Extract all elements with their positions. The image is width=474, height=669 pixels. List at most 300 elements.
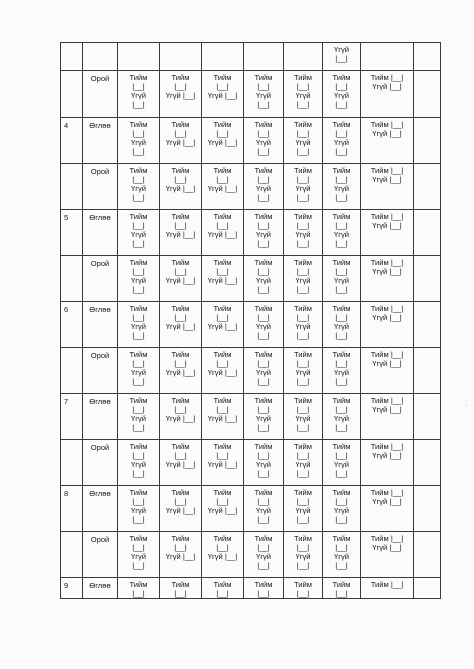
yes-no-checkbox-cell[interactable] (284, 486, 323, 532)
empty-cell (414, 486, 441, 532)
option-text: Тийм (293, 258, 312, 267)
yes-no-checkbox-cell[interactable] (284, 256, 323, 302)
empty-cell (414, 440, 441, 486)
option-text: |__| (132, 267, 145, 276)
day-number-cell: 4 (61, 118, 83, 164)
summary-option-text: Тийм |__| (370, 120, 404, 129)
yes-no-checkbox-cell[interactable] (244, 302, 284, 348)
summary-checkbox-cell[interactable] (361, 440, 414, 486)
option-text: Үгүй (295, 184, 311, 193)
option-text: Үгүй |__| (165, 322, 196, 331)
option-text: Тийм (171, 396, 190, 405)
yes-no-checkbox-cell[interactable] (284, 578, 323, 599)
day-number-cell (61, 440, 83, 486)
yes-no-checkbox-cell[interactable] (323, 43, 361, 71)
yes-no-checkbox-cell[interactable] (202, 43, 244, 71)
option-text: Тийм (171, 166, 190, 175)
option-text: |__| (296, 267, 310, 276)
option-text: Тийм (171, 580, 190, 589)
summary-checkbox-cell[interactable] (361, 71, 414, 118)
period-cell: Орой (83, 256, 118, 302)
yes-no-checkbox-cell[interactable] (284, 71, 323, 118)
option-text: |__| (335, 589, 348, 598)
option-text: |__| (335, 267, 348, 276)
yes-no-checkbox-cell[interactable] (244, 71, 284, 118)
option-text: Үгүй (130, 322, 147, 331)
yes-no-checkbox-cell[interactable] (202, 486, 244, 532)
table-row (61, 43, 441, 71)
option-text: Тийм (332, 534, 351, 543)
yes-no-checkbox-cell[interactable] (284, 440, 323, 486)
summary-option-text: Тийм |__| (370, 304, 404, 313)
summary-option-text: Тийм |__| (370, 396, 404, 405)
option-text: |__| (132, 221, 145, 230)
option-text: Тийм (129, 304, 148, 313)
empty-cell (414, 43, 441, 71)
option-text: |__| (174, 129, 187, 138)
yes-no-checkbox-cell[interactable] (244, 210, 284, 256)
day-number-cell (61, 256, 83, 302)
yes-no-checkbox-cell[interactable] (323, 256, 361, 302)
option-text: |__| (296, 82, 310, 91)
option-text: |__| (257, 313, 270, 322)
option-text: Тийм (213, 442, 232, 451)
yes-no-checkbox-cell[interactable] (284, 302, 323, 348)
day-number-cell: 8 (61, 486, 83, 532)
option-text: Тийм (213, 396, 232, 405)
summary-option-text: Тийм |__| (370, 73, 404, 82)
option-text: |__| (335, 221, 348, 230)
option-text: Тийм (213, 73, 232, 82)
yes-no-checkbox-cell[interactable] (160, 486, 202, 532)
yes-no-checkbox-cell[interactable] (160, 440, 202, 486)
option-text: |__| (132, 100, 145, 109)
option-text: Үгүй (255, 230, 272, 239)
option-text: Тийм (293, 350, 312, 359)
empty-cell (414, 348, 441, 394)
summary-option-text: Тийм |__| (370, 258, 404, 267)
option-text: Тийм (254, 350, 273, 359)
period-cell: Өглөө (83, 210, 118, 256)
summary-checkbox-cell[interactable] (361, 578, 414, 599)
option-text: |__| (335, 359, 348, 368)
yes-no-checkbox-cell[interactable] (244, 486, 284, 532)
yes-no-checkbox-cell[interactable] (244, 118, 284, 164)
yes-no-checkbox-cell[interactable] (160, 532, 202, 578)
option-text: |__| (257, 423, 270, 432)
empty-cell (414, 578, 441, 599)
summary-option-text: Тийм |__| (370, 350, 404, 359)
day-number-cell: 6 (61, 302, 83, 348)
summary-option-text: Үгүй |__| (372, 359, 402, 368)
option-text: |__| (132, 377, 145, 386)
yes-no-checkbox-cell[interactable] (323, 71, 361, 118)
yes-no-checkbox-cell[interactable] (323, 532, 361, 578)
option-text: Үгүй |__| (165, 276, 196, 285)
option-text: |__| (335, 285, 348, 294)
yes-no-checkbox-cell[interactable] (202, 164, 244, 210)
option-text: |__| (257, 515, 270, 524)
yes-no-checkbox-cell[interactable] (202, 532, 244, 578)
option-text: Үгүй (255, 506, 272, 515)
yes-no-checkbox-cell[interactable] (202, 302, 244, 348)
option-text: Тийм (293, 534, 312, 543)
option-text: |__| (296, 589, 310, 598)
option-text: Тийм (213, 258, 232, 267)
option-text: |__| (296, 239, 310, 248)
yes-no-checkbox-cell[interactable] (284, 348, 323, 394)
option-text: Үгүй (130, 276, 147, 285)
yes-no-checkbox-cell[interactable] (118, 302, 160, 348)
option-text: |__| (132, 239, 145, 248)
period-cell: Өглөө (83, 394, 118, 440)
option-text: |__| (257, 469, 270, 478)
option-text: Тийм (171, 534, 190, 543)
option-text: |__| (335, 100, 348, 109)
option-text: Тийм (129, 73, 148, 82)
option-text: |__| (296, 129, 310, 138)
summary-checkbox-cell[interactable] (361, 210, 414, 256)
yes-no-checkbox-cell[interactable] (160, 118, 202, 164)
option-text: Үгүй (295, 506, 311, 515)
summary-option-text: Тийм |__| (370, 534, 404, 543)
yes-no-checkbox-cell[interactable] (244, 532, 284, 578)
option-text: Үгүй |__| (207, 230, 238, 239)
option-text: Тийм (129, 166, 148, 175)
option-text: |__| (257, 221, 270, 230)
empty-cell (414, 71, 441, 118)
yes-no-checkbox-cell[interactable] (118, 71, 160, 118)
option-text: |__| (132, 285, 145, 294)
option-text: Тийм (293, 304, 312, 313)
option-text: Үгүй (255, 276, 272, 285)
yes-no-checkbox-cell[interactable] (323, 440, 361, 486)
summary-checkbox-cell[interactable] (361, 532, 414, 578)
yes-no-checkbox-cell[interactable] (323, 302, 361, 348)
table-row (61, 532, 441, 578)
option-text: Үгүй (295, 368, 311, 377)
option-text: |__| (216, 313, 229, 322)
table-row (61, 210, 441, 256)
option-text: |__| (216, 359, 229, 368)
option-text: |__| (257, 100, 270, 109)
option-text: Тийм (254, 120, 273, 129)
yes-no-checkbox-cell[interactable] (323, 578, 361, 599)
yes-no-checkbox-cell[interactable] (284, 394, 323, 440)
yes-no-checkbox-cell[interactable] (160, 302, 202, 348)
option-text: |__| (132, 589, 145, 598)
option-text: Үгүй (295, 138, 311, 147)
option-text: |__| (296, 561, 310, 570)
option-text: |__| (257, 451, 270, 460)
option-text: |__| (216, 175, 229, 184)
summary-checkbox-cell[interactable] (361, 302, 414, 348)
yes-no-checkbox-cell[interactable] (323, 348, 361, 394)
empty-cell (414, 118, 441, 164)
yes-no-checkbox-cell[interactable] (118, 440, 160, 486)
option-text: |__| (257, 497, 270, 506)
option-text: Үгүй |__| (165, 506, 196, 515)
option-text: |__| (296, 313, 310, 322)
option-text: |__| (174, 267, 187, 276)
period-cell: Өглөө (83, 486, 118, 532)
option-text: |__| (174, 359, 187, 368)
option-text: Үгүй |__| (165, 414, 196, 423)
option-text: Үгүй (130, 460, 147, 469)
yes-no-checkbox-cell[interactable] (118, 578, 160, 599)
summary-checkbox-cell[interactable] (361, 118, 414, 164)
summary-option-text: Тийм |__| (370, 212, 404, 221)
yes-no-checkbox-cell[interactable] (323, 118, 361, 164)
option-text: |__| (335, 377, 348, 386)
option-text: Тийм (129, 212, 148, 221)
checklist-table (60, 42, 441, 599)
option-text: |__| (216, 451, 229, 460)
option-text: Тийм (332, 304, 351, 313)
table-row (61, 348, 441, 394)
option-text: |__| (335, 239, 348, 248)
yes-no-checkbox-cell[interactable] (160, 256, 202, 302)
yes-no-checkbox-cell[interactable] (284, 532, 323, 578)
yes-no-checkbox-cell[interactable] (244, 348, 284, 394)
option-text: Тийм (332, 212, 351, 221)
table-row (61, 486, 441, 532)
yes-no-checkbox-cell[interactable] (160, 578, 202, 599)
option-text: Тийм (171, 212, 190, 221)
option-text: |__| (296, 469, 310, 478)
option-text: Үгүй (333, 230, 350, 239)
summary-option-text: Үгүй |__| (372, 175, 402, 184)
summary-option-text: Тийм |__| (370, 166, 404, 175)
option-text: Тийм (129, 120, 148, 129)
option-text: |__| (296, 423, 310, 432)
yes-no-checkbox-cell[interactable] (244, 578, 284, 599)
option-text: Үгүй (333, 45, 350, 54)
yes-no-checkbox-cell[interactable] (118, 210, 160, 256)
option-text: Тийм (171, 350, 190, 359)
option-text: |__| (335, 129, 348, 138)
option-text: |__| (335, 451, 348, 460)
yes-no-checkbox-cell[interactable] (118, 394, 160, 440)
option-text: Үгүй (255, 552, 272, 561)
summary-option-text: Үгүй |__| (372, 543, 402, 552)
yes-no-checkbox-cell[interactable] (202, 210, 244, 256)
option-text: Тийм (293, 580, 312, 589)
yes-no-checkbox-cell[interactable] (118, 43, 160, 71)
option-text: |__| (335, 497, 348, 506)
summary-checkbox-cell[interactable] (361, 43, 414, 71)
option-text: Үгүй |__| (165, 368, 196, 377)
option-text: |__| (132, 405, 145, 414)
table-row (61, 256, 441, 302)
option-text: Үгүй (130, 230, 147, 239)
period-cell: Өглөө (83, 302, 118, 348)
yes-no-checkbox-cell[interactable] (284, 43, 323, 71)
option-text: Тийм (332, 258, 351, 267)
yes-no-checkbox-cell[interactable] (118, 348, 160, 394)
option-text: Үгүй (295, 552, 311, 561)
option-text: |__| (132, 561, 145, 570)
option-text: |__| (132, 423, 145, 432)
option-text: Үгүй (130, 368, 147, 377)
summary-option-text: Үгүй |__| (372, 313, 402, 322)
option-text: Үгүй |__| (207, 184, 238, 193)
option-text: |__| (257, 147, 270, 156)
option-text: |__| (216, 543, 229, 552)
option-text: Тийм (293, 488, 312, 497)
option-text: |__| (132, 543, 145, 552)
yes-no-checkbox-cell[interactable] (160, 43, 202, 71)
yes-no-checkbox-cell[interactable] (323, 164, 361, 210)
option-text: |__| (174, 405, 187, 414)
option-text: Тийм (171, 73, 190, 82)
option-text: |__| (335, 147, 348, 156)
option-text: |__| (335, 405, 348, 414)
day-number-cell (61, 164, 83, 210)
yes-no-checkbox-cell[interactable] (323, 486, 361, 532)
summary-checkbox-cell[interactable] (361, 164, 414, 210)
summary-option-text: Үгүй |__| (372, 267, 402, 276)
option-text: |__| (296, 147, 310, 156)
summary-option-text: Үгүй |__| (372, 497, 402, 506)
option-text: Тийм (171, 442, 190, 451)
option-text: Үгүй (333, 414, 350, 423)
yes-no-checkbox-cell[interactable] (284, 118, 323, 164)
option-text: |__| (257, 82, 270, 91)
option-text: |__| (257, 239, 270, 248)
option-text: |__| (296, 359, 310, 368)
option-text: |__| (257, 377, 270, 386)
option-text: Үгүй (333, 506, 350, 515)
table-row (61, 164, 441, 210)
table-row (61, 440, 441, 486)
yes-no-checkbox-cell[interactable] (160, 394, 202, 440)
option-text: |__| (296, 331, 310, 340)
yes-no-checkbox-cell[interactable] (202, 71, 244, 118)
yes-no-checkbox-cell[interactable] (118, 256, 160, 302)
summary-option-text: Үгүй |__| (372, 221, 402, 230)
option-text: |__| (257, 175, 270, 184)
yes-no-checkbox-cell[interactable] (160, 164, 202, 210)
yes-no-checkbox-cell[interactable] (118, 118, 160, 164)
day-number-cell (61, 43, 83, 71)
option-text: |__| (257, 331, 270, 340)
summary-checkbox-cell[interactable] (361, 348, 414, 394)
option-text: Тийм (213, 350, 232, 359)
empty-cell (414, 256, 441, 302)
yes-no-checkbox-cell[interactable] (160, 210, 202, 256)
summary-checkbox-cell[interactable] (361, 486, 414, 532)
option-text: |__| (132, 175, 145, 184)
option-text: Үгүй (130, 184, 147, 193)
summary-checkbox-cell[interactable] (361, 256, 414, 302)
option-text: Үгүй |__| (165, 91, 196, 100)
option-text: Үгүй |__| (207, 552, 238, 561)
option-text: Тийм (213, 212, 232, 221)
option-text: |__| (296, 405, 310, 414)
option-text: Үгүй |__| (165, 184, 196, 193)
yes-no-checkbox-cell[interactable] (244, 256, 284, 302)
option-text: |__| (132, 129, 145, 138)
table-row (61, 302, 441, 348)
yes-no-checkbox-cell[interactable] (202, 118, 244, 164)
empty-cell (414, 532, 441, 578)
option-text: Тийм (254, 534, 273, 543)
yes-no-checkbox-cell[interactable] (244, 43, 284, 71)
option-text: Тийм (129, 442, 148, 451)
option-text: |__| (296, 497, 310, 506)
option-text: |__| (132, 313, 145, 322)
period-cell: Орой (83, 532, 118, 578)
table-row (61, 394, 441, 440)
yes-no-checkbox-cell[interactable] (284, 164, 323, 210)
option-text: Тийм (129, 350, 148, 359)
option-text: |__| (216, 129, 229, 138)
option-text: |__| (132, 515, 145, 524)
option-text: |__| (216, 589, 229, 598)
option-text: |__| (174, 82, 187, 91)
yes-no-checkbox-cell[interactable] (118, 164, 160, 210)
yes-no-checkbox-cell[interactable] (118, 532, 160, 578)
option-text: |__| (216, 405, 229, 414)
yes-no-checkbox-cell[interactable] (244, 440, 284, 486)
option-text: Тийм (332, 73, 351, 82)
option-text: |__| (216, 267, 229, 276)
yes-no-checkbox-cell[interactable] (244, 164, 284, 210)
summary-checkbox-cell[interactable] (361, 394, 414, 440)
option-text: Тийм (332, 350, 351, 359)
period-cell: Өглөө (83, 118, 118, 164)
yes-no-checkbox-cell[interactable] (202, 440, 244, 486)
option-text: Үгүй (295, 91, 311, 100)
period-cell (83, 43, 118, 71)
yes-no-checkbox-cell[interactable] (118, 486, 160, 532)
yes-no-checkbox-cell[interactable] (202, 394, 244, 440)
yes-no-checkbox-cell[interactable] (160, 71, 202, 118)
option-text: |__| (174, 313, 187, 322)
option-text: Тийм (171, 488, 190, 497)
option-text: Тийм (293, 166, 312, 175)
option-text: |__| (132, 147, 145, 156)
option-text: Тийм (254, 396, 273, 405)
option-text: Үгүй (255, 184, 272, 193)
yes-no-checkbox-cell[interactable] (284, 210, 323, 256)
option-text: |__| (335, 561, 348, 570)
table-row (61, 118, 441, 164)
table-row (61, 578, 441, 599)
option-text: Тийм (213, 534, 232, 543)
option-text: Тийм (332, 580, 351, 589)
empty-cell (414, 210, 441, 256)
option-text: |__| (296, 377, 310, 386)
option-text: |__| (296, 221, 310, 230)
option-text: Үгүй |__| (207, 414, 238, 423)
option-text: Үгүй |__| (165, 230, 196, 239)
option-text: Тийм (129, 396, 148, 405)
yes-no-checkbox-cell[interactable] (202, 348, 244, 394)
summary-option-text: Тийм |__| (370, 442, 404, 451)
yes-no-checkbox-cell[interactable] (202, 256, 244, 302)
option-text: |__| (335, 469, 348, 478)
yes-no-checkbox-cell[interactable] (244, 394, 284, 440)
option-text: |__| (216, 82, 229, 91)
yes-no-checkbox-cell[interactable] (323, 394, 361, 440)
option-text: Үгүй (255, 414, 272, 423)
yes-no-checkbox-cell[interactable] (202, 578, 244, 599)
yes-no-checkbox-cell[interactable] (323, 210, 361, 256)
yes-no-checkbox-cell[interactable] (160, 348, 202, 394)
option-text: Тийм (332, 166, 351, 175)
